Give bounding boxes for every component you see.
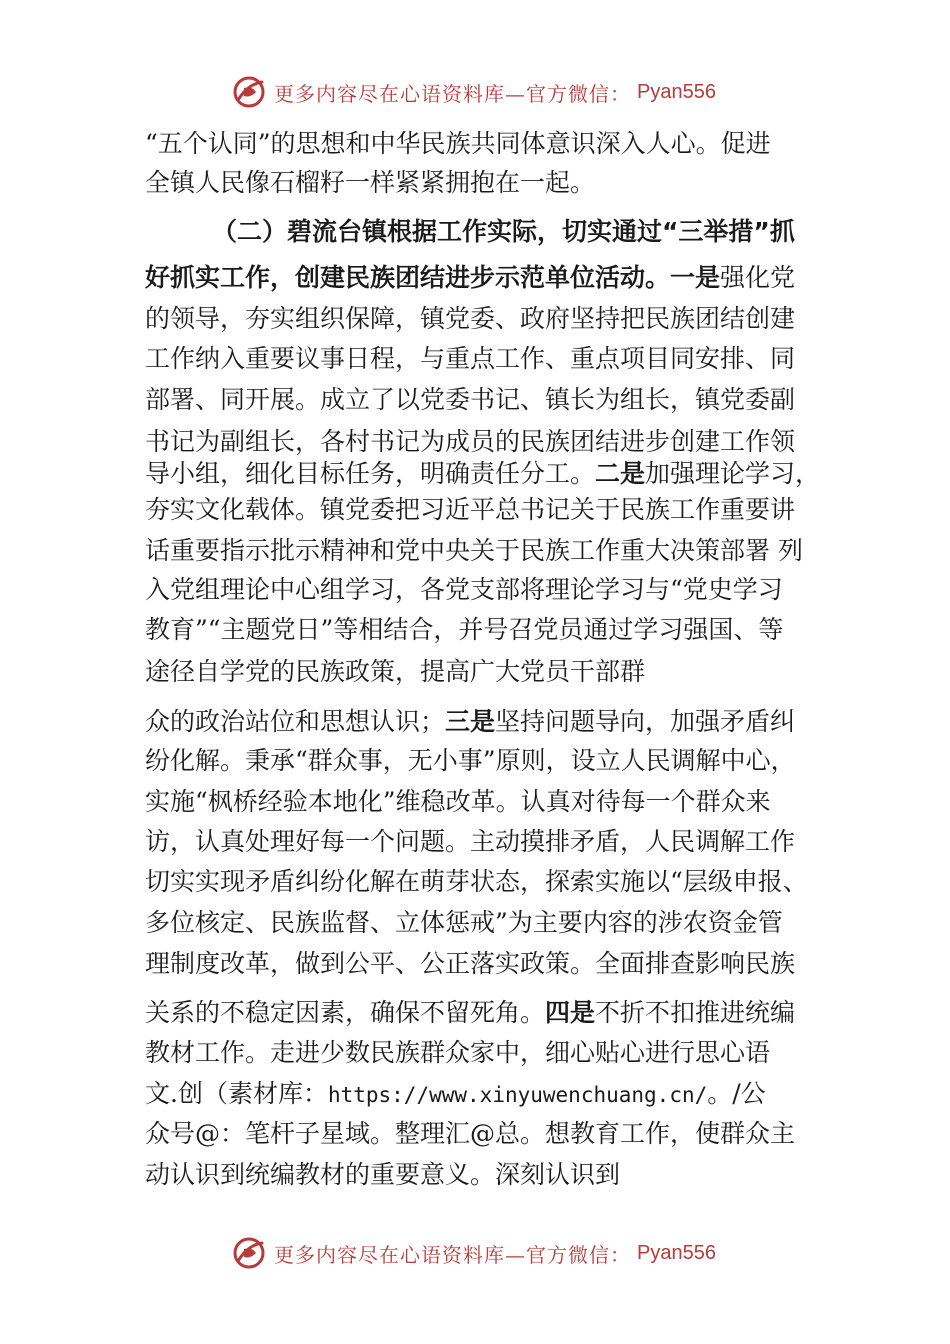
banner-wechat: Pyan556 [637,80,716,103]
text-line: 工作纳入重要议事日程，与重点工作、重点项目同安排、同 [145,344,796,373]
text-line: 夯实文化载体。镇党委把习近平总书记关于民族工作重要讲 [145,495,796,524]
text-line: 访，认真处理好每一个问题。主动摸排矛盾，人民调解工作 [145,827,796,856]
text-line: 教材工作。走进少数民族群众家中，细心贴心进行思心语 [145,1038,771,1067]
text-line: 好抓实工作，创建民族团结进步示范单位活动。一是强化党 [145,263,796,292]
text-line: 多位核定、民族监督、立体惩戒”为主要内容的涉农资金管 [145,908,783,937]
header-banner [232,72,716,112]
source-url: https://www.xinyuwenchuang.cn/ [327,1083,708,1107]
text-line: 切实实现矛盾纠纷化解在萌芽状态，探索实施以“层级申报、 [145,867,808,896]
text-line: 关系的不稳定因素，确保不留死角。四是不折不扣推进统编 [145,998,796,1027]
text-line: 话重要指示批示精神和党中央关于民族工作重大决策部署 列 [145,536,803,565]
text-line: 教育”“主题党日”等相结合，并号召党员通过学习强国、等 [145,615,784,644]
footer-banner [232,1233,716,1273]
text-line: 入党组理论中心组学习，各党支部将理论学习与“党史学习 [145,575,783,604]
logo-icon [232,74,268,110]
section-heading: （二）碧流台镇根据工作实际，切实通过“三举措”抓 [212,217,795,246]
text-line: 途径自学党的民族政策，提高广大党员干部群 [145,657,646,686]
text-line: 动认识到统编教材的重要意义。深刻认识到 [145,1160,621,1189]
text-line: “五个认同”的思想和中华民族共同体意识深入人心。促进 [145,129,771,158]
text-line: 导小组，细化目标任务，明确责任分工。二是加强理论学习， [145,459,821,488]
banner-text: 更多内容尽在心语资料库—官方微信： [274,1242,631,1267]
text-line: 纷化解。秉承“群众事，无小事”原则，设立人民调解中心， [145,746,796,775]
text-line: 众的政治站位和思想认识；三是坚持问题导向，加强矛盾纠 [145,707,796,736]
text-line: 理制度改革，做到公平、公正落实政策。全面排查影响民族 [145,949,796,978]
logo-icon [232,1235,268,1271]
text-line: 全镇人民像石榴籽一样紧紧拥抱在一起。 [145,168,596,197]
text-line: 部署、同开展。成立了以党委书记、镇长为组长，镇党委副 [145,385,796,414]
banner-wechat: Pyan556 [637,1241,716,1264]
text-line: 实施“枫桥经验本地化”维稳改革。认真对待每一个群众来 [145,787,771,816]
text-line: 众号@：笔杆子星域。整理汇@总。想教育工作，使群众主 [145,1119,796,1148]
text-line: 文.创（素材库：https://www.xinyuwenchuang.cn/。/公 [145,1079,766,1108]
text-line: 书记为副组长，各村书记为成员的民族团结进步创建工作领 [145,427,796,456]
text-line: 的领导，夯实组织保障，镇党委、政府坚持把民族团结创建 [145,304,796,333]
banner-text: 更多内容尽在心语资料库—官方微信： [274,81,631,106]
